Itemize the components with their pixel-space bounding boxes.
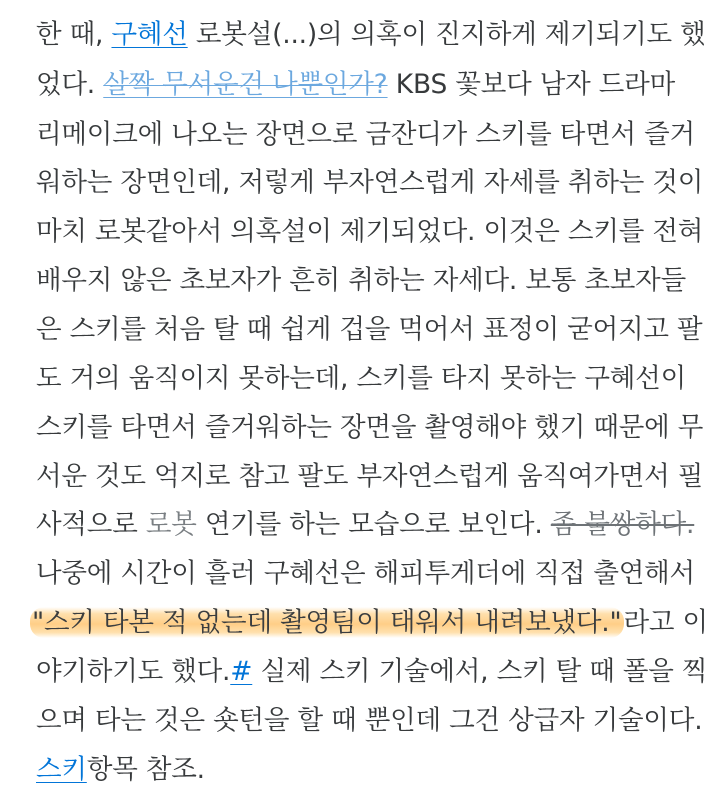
paragraph-line: [36, 505, 694, 545]
faded-text: 로봇: [145, 509, 197, 540]
paragraph-line: 도 거의 움직이지 못하는데, 스키를 타지 못하는 구혜선이: [36, 363, 686, 394]
highlighted-quote: "스키 타본 적 없는데 촬영팀이 태워서 내려보냈다.": [32, 607, 622, 638]
paragraph-line: 으며 타는 것은 숏턴을 할 때 뿐인데 그건 상급자 기술이다.: [36, 705, 703, 736]
line-text: 야기하기도 했다.: [36, 656, 231, 687]
strikethrough-text: 좀 불쌍하다.: [550, 509, 695, 540]
link-ski[interactable]: 스키: [36, 754, 87, 785]
paragraph-line: [36, 750, 205, 790]
line-text: 연기를 하는 모습으로 보인다.: [196, 509, 551, 540]
paragraph-line: 서운 것도 억지로 참고 팔도 부자연스럽게 움직여가면서 필: [36, 461, 704, 492]
line-text: KBS 꽃보다 남자 드라마: [387, 69, 675, 100]
line-text: 한 때,: [36, 19, 112, 50]
paragraph-line: 나중에 시간이 흘러 구혜선은 해피투게더에 직접 출연해서: [36, 558, 695, 589]
paragraph-line: 은 스키를 처음 탈 때 쉽게 겁을 먹어서 표정이 굳어지고 팔: [36, 314, 703, 345]
paragraph-line: [30, 603, 708, 643]
footnote-link[interactable]: #: [230, 656, 253, 687]
paragraph-line: [36, 652, 707, 692]
line-text: 었다.: [36, 69, 104, 100]
paragraph-line: [36, 15, 706, 55]
paragraph-line: 마치 로봇같아서 의혹설이 제기되었다. 이것은 스키를 전혀: [36, 216, 704, 247]
line-text: 항목 참조.: [86, 754, 205, 785]
paragraph-line: 워하는 장면인데, 저렇게 부자연스럽게 자세를 취하는 것이: [36, 167, 704, 198]
paragraph-line: 리메이크에 나오는 장면으로 금잔디가 스키를 타면서 즐거: [36, 119, 695, 150]
line-text: 라고 이: [623, 607, 708, 638]
paragraph-line: 배우지 않은 초보자가 흔히 취하는 자세다. 보통 초보자들: [36, 265, 686, 296]
strikethrough-link[interactable]: 살짝 무서운건 나뿐인가?: [103, 69, 388, 100]
line-text: 실제 스키 기술에서, 스키 탈 때 폴을 찍: [252, 656, 708, 687]
paragraph-line: [36, 65, 675, 105]
line-text: 로봇설(...)의 의혹이 진지하게 제기되기도 했: [187, 19, 706, 50]
line-text: 사적으로: [36, 509, 146, 540]
paragraph-line: 스키를 타면서 즐거워하는 장면을 촬영해야 했기 때문에 무: [36, 412, 704, 443]
link-gu-hye-sun[interactable]: 구혜선: [111, 19, 188, 50]
